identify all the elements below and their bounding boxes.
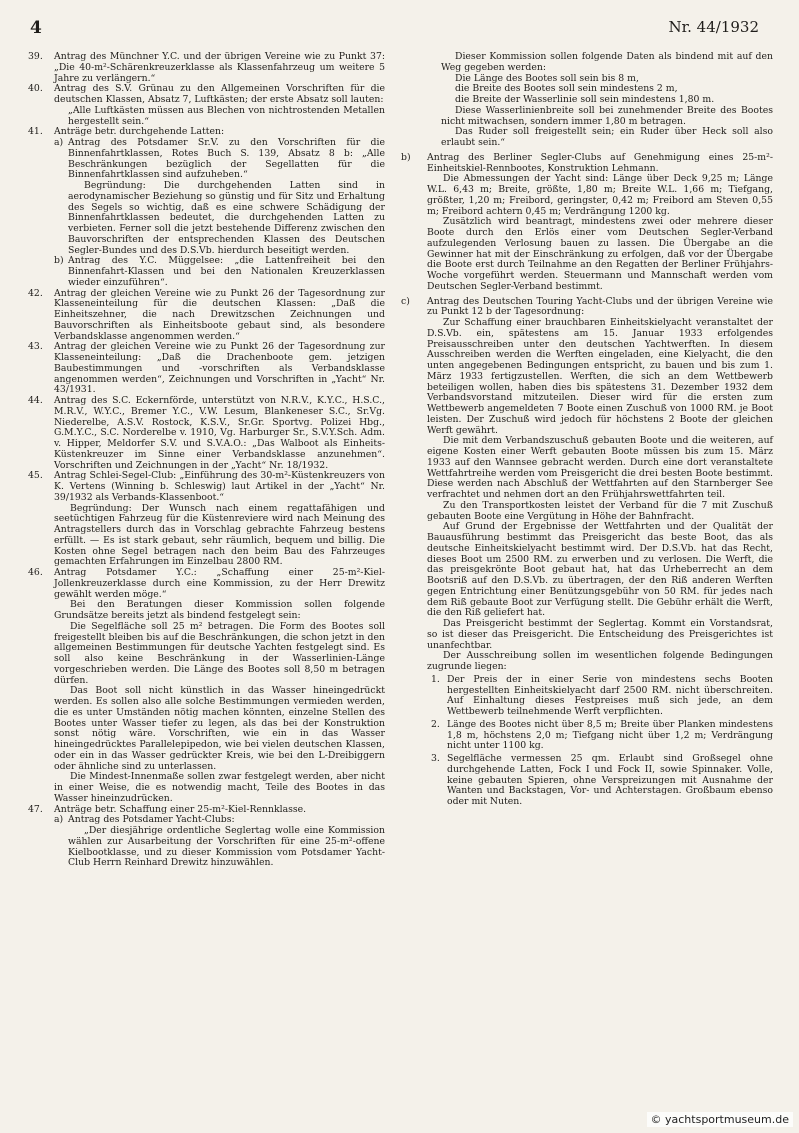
item-47-c-p6: Der Ausschreibung sollen im wesentlichen folgende Bedingungen zugrunde liegen: xyxy=(427,650,773,672)
item-47-c-p1: Zur Schaffung einer brauchbaren Einheitskielyacht veranstaltet der D.S.Vb. ein, spätestens am 15. Januar 1933 erfolgendes Preisausschreiben unter den deutschen Yachtwerften. In diesem Ausschreiben werden die Werften eingeladen, eine Kielyacht, die den unten angegebenen Bedingungen entspricht, zu bauen und bis zum 1. März 1933 fertigzustellen. Werften, die sich an dem Wettbewerb beteiligen wollen, haben dies bis spätestens 31. Dezember 1932 dem Verbandsvorstand mitzuteilen. Dieser wird für die ersten zum Wettbewerb angemeldeten 7 Boote einen Zuschuß von 1000 RM. je Boot leisten. Der Zuschuß wird jedoch für höchstens 2 Boote der gleichen Werft gewährt. xyxy=(427,317,773,436)
item-42: 42. Antrag der gleichen Vereine wie zu Punkt 26 der Tagesordnung zur Klasseneinteilung für die deutschen Klassen: „Daß die Einheitszehner, die nach Drewitzschen Zeichnungen und Bauvorschriften als Einheitsboote gebaut sind, als besondere Verbandsklasse angenommen werden.“ xyxy=(28,287,385,342)
item-47-b-p2: Zusätzlich wird beantragt, mindestens zwei oder mehrere dieser Boote durch den Erlös einer vom Deutschen Segler-Verband aufzulegenden Verlosung bauen zu lassen. Die Übergabe an die Gewinner hat mit der Einschränkung zu erfolgen, daß vor der Übergabe die Boote erst durch Teilnahme an den Regatten der Berliner Frühjahrs-Woche vorgeführt werden. Steuermann und Mannschaft werden vom Deutschen Segler-Verband bestimmt. xyxy=(427,216,773,292)
item-45: 45. Antrag Schlei-Segel-Club: „Einführung des 30-m²-Küstenkreuzers von K. Vertens (Winning b. Schleswig) laut Artikel in der „Yacht“ Nr. 39/1932 als Verbands-Klassenboot.“ Begründung: Der Wunsch nach einem regattafähigen und seetüchtigen Fahrzeug für die Küstenreviere wird nach Meinung des Antragstellers durch das in Vorschlag gebrachte Fahrzeug bestens erfüllt. — Es ist stark gebaut, sehr räumlich, bequem und billig. Die Kosten ohne Segel betragen nach den beim Bau des Fahrzeuges gemachten Erfahrungen im Einzelbau 2800 RM. xyxy=(28,470,385,568)
item-47-b-p1: Die Abmessungen der Yacht sind: Länge über Deck 9,25 m; Länge W.L. 6,43 m; Breite, größte, 1,80 m; Breite W.L. 1,66 m; Tiefgang, größter, 1,20 m; Freibord, geringster, 0,42 m; Freibord am Steven 0,55 m; Freibord achtern 0,45 m; Verdrängung 1200 kg. xyxy=(427,173,773,217)
dim-beam: die Breite des Bootes soll sein mindestens 2 m, xyxy=(455,83,678,95)
item-47-a-cont1: Dieser Kommission sollen folgende Daten als bindend mit auf den Weg gegeben werden: xyxy=(441,51,773,73)
item-40-quote: „Alle Luftkästen müssen aus Blechen von nichtrostenden Metallen hergestellt sein.“ xyxy=(68,104,385,127)
issue-number: Nr. 44/1932 xyxy=(668,18,759,36)
condition-item: 2. Länge des Bootes nicht über 8,5 m; Breite über Planken mindestens 1,8 m, höchstens 2,0 m; Tiefgang nicht über 1,2 m; Verdrängung nicht unter 1100 kg. xyxy=(431,718,773,752)
item-45-reason: Begründung: Der Wunsch nach einem regattafähigen und seetüchtigen Fahrzeug für die Küstenreviere wird nach Meinung des Antragstellers durch das in Vorschlag gebrachte Fahrzeug bestens erfüllt. — Es ist stark gebaut, sehr räumlich, bequem und billig. Die Kosten ohne Segel betragen nach den beim Bau des Fahrzeuges gemachten Erfahrungen im Einzelbau 2800 RM. xyxy=(54,502,385,568)
item-47-c-p2: Die mit dem Verbandszuschuß gebauten Boote und die weiteren, auf eigene Kosten einer Werft gebauten Boote müssen bis zum 15. März 1933 auf den Wannsee gebracht werden. Durch eine dort veranstaltete Wettfahrtreihe werden vom Preisgericht die drei besten Boote bestimmt. Diese werden nach Abschluß der Wettfahrten auf den Starnberger See verfrachtet und nehmen dort an den Frühjahrswettfahrten teil. xyxy=(427,435,773,500)
page-number: 4 xyxy=(30,18,42,38)
item-39: 39. Antrag des Münchner Y.C. und der übrigen Vereine wie zu Punkt 37: „Die 40-m²-Schärenkreuzerklasse als Klassenfahrzeug um weitere 5 Jahre zu verlängern.“ xyxy=(28,51,385,84)
item-46-p2: Die Segelfläche soll 25 m² betragen. Die Form des Bootes soll freigestellt bleiben bis auf die Beschränkungen, die schon jetzt in den allgemeinen Bestimmungen für deutsche Yachten festgelegt sind. Es soll also keine Beschränkung in der Wasserlinien-Länge vorgeschrieben werden. Die Länge des Bootes soll 8,50 m betragen dürfen. xyxy=(54,620,385,686)
item-41-a-reason: Begründung: Die durchgehenden Latten sind in aerodynamischer Beziehung so günstig und für Sitz und Erhaltung des Segels so wichtig, daß es eine schwere Schädigung der Binnenfahrtklassen bedeutet, die durchgehenden Latten zu verbieten. Ferner soll die jetzt bestehende Differenz zwischen den Bauvorschriften der entsprechenden Klassen des Deutschen Segler-Bundes und des D.S.Vb. hierdurch beseitigt werden. xyxy=(68,180,385,256)
item-46: 46. Antrag Potsdamer Y.C.: „Schaffung einer 25-m²-Kiel-Jollenkreuzerklasse durch eine Kommission, zu der Herr Drewitz gewählt werden möge.“ Bei den Beratungen dieser Kommission sollen folgende Grundsätze bereits jetzt als bindend festgelegt sein: Die Segelfläche soll 25 m² betragen. Die Form des Bootes soll freigestellt bleiben bis auf die Beschränkungen, die schon jetzt in den allgemeinen Bestimmungen für deutsche Yachten festgelegt sind. Es soll also keine Beschränkung in der Wasserlinien-Länge vorgeschrieben werden. Die Länge des Bootes soll 8,50 m betragen dürfen. Das Boot soll nicht künstlich in das Wasser hineingedrückt werden. Es sollen also alle solche Bestimmungen vermieden werden, die es unter Umständen nötig machen könnten, einzelne Stellen des Bootes unter Wasser tiefer zu legen, als das bei der Konstruktion sonst nötig wäre. Vorschriften, wie ein in das Wasser hineingedrücktes Parallelepipedon, wie bei vielen deutschen Klassen, oder ein in das Wasser gedrückter Kreis, wie bei den L-Dreibiggern oder ähnliche sind zu unterlassen. Die Mindest-Innenmaße sollen zwar festgelegt werden, aber nicht in einer Weise, die es notwendig macht, Teile des Bootes in das Wasser hineinzudrücken. xyxy=(28,567,385,804)
item-47-a-quote: „Der diesjährige ordentliche Seglertag wolle eine Kommission wählen zur Ausarbeitung der Vorschriften für eine 25-m²-offene Kielbootklasse, und zu dieser Kommission vom Potsdamer Yacht-Club Herrn Reinhard Drewitz hinzuwählen. xyxy=(68,825,385,869)
item-41-a: a) Antrag des Potsdamer Sr.V. zu den Vorschriften für die Binnenfahrtklassen, Rotes Buch S. 139, Absatz 8 b: „Alle Beschränkungen bezüglich der Segellatten für die Binnenfahrtklassen sind aufzuheben.“ Begründung: Die durchgehenden Latten sind in aerodynamischer Beziehung so günstig und für Sitz und Erhaltung des Segels so wichtig, daß es eine schwere Schädigung der Binnenfahrtklassen bedeutet, die durchgehenden Latten zu verbieten. Ferner soll die jetzt bestehende Differenz zwischen den Bauvorschriften der entsprechenden Klassen des Deutschen Segler-Bundes und des D.S.Vb. hierdurch beseitigt werden. xyxy=(54,137,385,256)
item-41-b: b) Antrag des Y.C. Müggelsee: „die Lattenfreiheit bei den Binnenfahrt-Klassen und bei den Nationalen Kreuzerklassen wieder einzuführen“. xyxy=(54,255,385,288)
item-47: 47. Anträge betr. Schaffung einer 25-m²-Kiel-Rennklasse. a) Antrag des Potsdamer Yacht-Clubs: „Der diesjährige ordentliche Seglertag wolle eine Kommission wählen zur Ausarbeitung der Vorschriften für eine 25-m²-offene Kielbootklasse, und zu dieser Kommission vom Potsdamer Yacht-Club Herrn Reinhard Drewitz hinzuwählen. xyxy=(28,803,385,869)
item-44: 44. Antrag des S.C. Eckernförde, unterstützt von N.R.V., K.Y.C., H.S.C., M.R.V., W.Y.C., Bremer Y.C., V.W. Lesum, Blankeneser S.C., Sr.Vg. Niederelbe, A.S.V. Rostock, K.S.V., Sr.Gr. Sportvg. Polizei Hbg., G.M.Y.C., S.C. Norderelbe v. 1910, Vg. Harburger Sr., S.V.Y.Sch. Adm. v. Hipper, Meldorfer S.V. und S.V.A.O.: „Das Walboot als Einheits-Küstenkreuzer im Sinne einer Verbandsklasse anzunehmen“. Vorschriften und Zeichnungen in der „Yacht“ Nr. 18/1932. xyxy=(28,395,385,471)
copyright-watermark: © yachtsportmuseum.de xyxy=(647,1112,793,1127)
condition-item: 3. Segelfläche vermessen 25 qm. Erlaubt sind Großsegel ohne durchgehende Latten, Fock I und Fock II, sowie Spinnaker. Volle, keine gebauten Spieren, ohne Verspreizungen mit Ausnahme der Wanten und Backstagen, Vor- und Achterstagen. Großbaum ebenso oder mit Nuten. xyxy=(431,753,773,807)
item-47-c-p4: Auf Grund der Ergebnisse der Wettfahrten und der Qualität der Bauausführung bestimmt das Preisgericht das beste Boot, das als deutsche Einheitskielyacht bestimmt wird. Der D.S.Vb. hat das Recht, dieses Boot um 2500 RM. zu erwerben und zu verlosen. Die Werft, die das preisgekrönte Boot gebaut hat, hat das Urheberrecht an dem Bootsriß auf den D.S.Vb. zu übertragen, der den Riß anderen Werften gegen Entrichtung einer Benützungsgebühr von 50 RM. für jedes nach dem Riß gebaute Boot zur Verfügung stellt. Die Gebühr erhält die Werft, die den Riß geliefert hat. xyxy=(427,521,773,619)
left-column xyxy=(28,52,385,869)
dim-length: Die Länge des Bootes soll sein bis 8 m, xyxy=(455,72,639,84)
item-46-p3: Das Boot soll nicht künstlich in das Wasser hineingedrückt werden. Es sollen also alle solche Bestimmungen vermieden werden, die es unter Umständen nötig machen könnten, einzelne Stellen des Bootes unter Wasser tiefer zu legen, als das bei der Konstruktion sonst nötig wäre. Vorschriften, wie ein in das Wasser hineingedrücktes Parallelepipedon, wie bei vielen deutschen Klassen, oder ein in das Wasser gedrückter Kreis, wie bei den L-Dreibiggern oder ähnliche sind zu unterlassen. xyxy=(54,685,385,772)
item-47-c-p5: Das Preisgericht bestimmt der Seglertag. Kommt ein Vorstandsrat, so ist dieser das Preisgericht. Die Entscheidung des Preisgerichtes ist unanfechtbar. xyxy=(427,618,773,651)
item-47-c-p3: Zu den Transportkosten leistet der Verband für die 7 mit Zuschuß gebauten Boote eine Vergütung in Höhe der Bahnfracht. xyxy=(427,499,773,522)
item-46-p1: Bei den Beratungen dieser Kommission sollen folgende Grundsätze bereits jetzt als bindend festgelegt sein: xyxy=(54,599,385,621)
item-43: 43. Antrag der gleichen Vereine wie zu Punkt 26 der Tagesordnung zur Klasseneinteilung: „Daß die Drachenboote gem. jetzigen Baubestimmungen und -vorschriften als Verbandsklasse angenommen werden“, Zeichnungen und Vorschriften in „Yacht“ Nr. 43/1931. xyxy=(28,341,385,396)
condition-item: 1. Der Preis der in einer Serie von mindestens sechs Booten hergestellten Einheitskielyacht darf 2500 RM. nicht überschreiten. Auf Einhaltung dieses Festpreises muß sich jede, an dem Wettbewerb teilnehmende Werft verpflichten. xyxy=(431,673,773,717)
item-47-b: b) Antrag des Berliner Segler-Clubs auf Genehmigung eines 25-m²-Einheitskiel-Rennbootes, Konstruktion Lehmann. Die Abmessungen der Yacht sind: Länge über Deck 9,25 m; Länge W.L. 6,43 m; Breite, größte, 1,80 m; Breite W.L. 1,66 m; Tiefgang, größter, 1,20 m; Freibord, geringster, 0,42 m; Freibord am Steven 0,55 m; Freibord achtern 0,45 m; Verdrängung 1200 kg. Zusätzlich wird beantragt, mindestens zwei oder mehrere dieser Boote durch den Erlös einer vom Deutschen Segler-Verband aufzulegenden Verlosung bauen zu lassen. Die Übergabe an die Gewinner hat mit der Einschränkung zu erfolgen, daß vor der Übergabe die Boote erst durch Teilnahme an den Regatten der Berliner Frühjahrs-Woche vorgeführt werden. Steuermann und Mannschaft werden vom Deutschen Segler-Verband bestimmt. xyxy=(401,151,773,292)
item-46-p4: Die Mindest-Innenmaße sollen zwar festgelegt werden, aber nicht in einer Weise, die es notwendig macht, Teile des Bootes in das Wasser hineinzudrücken. xyxy=(54,771,385,804)
page-header xyxy=(30,18,759,42)
item-47-a: a) Antrag des Potsdamer Yacht-Clubs: „Der diesjährige ordentliche Seglertag wolle eine Kommission wählen zur Ausarbeitung der Vorschriften für eine 25-m²-offene Kielbootklasse, und zu dieser Kommission vom Potsdamer Yacht-Club Herrn Reinhard Drewitz hinzuwählen. xyxy=(54,814,385,869)
item-47-a-cont2: Diese Wasserlinienbreite soll bei zunehmender Breite des Bootes nicht mitwachsen, sondern immer 1,80 m betragen. xyxy=(441,104,773,127)
right-column xyxy=(401,52,773,808)
item-47-a-cont3: Das Ruder soll freigestellt sein; ein Ruder über Heck soll also erlaubt sein.“ xyxy=(441,126,773,148)
item-41: 41. Anträge betr. durchgehende Latten: a) Antrag des Potsdamer Sr.V. zu den Vorschriften für die Binnenfahrtklassen, Rotes Buch S. 139, Absatz 8 b: „Alle Beschränkungen bezüglich der Segellatten für die Binnenfahrtklassen sind aufzuheben.“ Begründung: Die durchgehenden Latten sind in aerodynamischer Beziehung so günstig und für Sitz und Erhaltung des Segels so wichtig, daß es eine schwere Schädigung der Binnenfahrtklassen bedeutet, die durchgehenden Latten zu verbieten. Ferner soll die jetzt bestehende Differenz zwischen den Bauvorschriften der entsprechenden Klassen des Deutschen Segler-Bundes und des D.S.Vb. hierdurch beseitigt werden. b) Antrag des Y.C. Müggelsee: „die Lattenfreiheit bei den Binnenfahrt-Klassen und bei den Nationalen Kreuzerklassen wieder einzuführen“. xyxy=(28,126,385,288)
item-47-c: c) Antrag des Deutschen Touring Yacht-Clubs und der übrigen Vereine wie zu Punkt 12 b der Tagesordnung: Zur Schaffung einer brauchbaren Einheitskielyacht veranstaltet der D.S.Vb. ein, spätestens am 15. Januar 1933 erfolgendes Preisausschreiben unter den deutschen Yachtwerften. In diesem Ausschreiben werden die Werften eingeladen, eine Kielyacht, die den unten angegebenen Bedingungen entspricht, zu bauen und bis zum 1. März 1933 fertigzustellen. Werften, die sich an dem Wettbewerb beteiligen wollen, haben dies bis spätestens 31. Dezember 1932 dem Verbandsvorstand mitzuteilen. Dieser wird für die ersten zum Wettbewerb angemeldeten 7 Boote einen Zuschuß von 1000 RM. je Boot leisten. Der Zuschuß wird jedoch für höchstens 2 Boote der gleichen Werft gewährt. Die mit dem Verbandszuschuß gebauten Boote und die weiteren, auf eigene Kosten einer Werft gebauten Boote müssen bis zum 15. März 1933 auf den Wannsee gebracht werden. Durch eine dort veranstaltete Wettfahrtreihe werden vom Preisgericht die drei besten Boote bestimmt. Diese werden nach Abschluß der Wettfahrten auf den Starnberger See verfrachtet und nehmen dort an den Frühjahrswettfahrten teil. Zu den Transportkosten leistet der Verband für die 7 mit Zuschuß gebauten Boote eine Vergütung in Höhe der Bahnfracht. Auf Grund der Ergebnisse der Wettfahrten und der Qualität der Bauausführung bestimmt das Preisgericht das beste Boot, das als deutsche Einheitskielyacht bestimmt wird. Der D.S.Vb. hat das Recht, dieses Boot um 2500 RM. zu erwerben und zu verlosen. Die Werft, die das preisgekrönte Boot gebaut hat, hat das Urheberrecht an dem Bootsriß auf den D.S.Vb. zu übertragen, der den Riß anderen Werften gegen Entrichtung einer Benützungsgebühr von 50 RM. für jedes nach dem Riß gebaute Boot zur Verfügung stellt. Die Gebühr erhält die Werft, die den Riß geliefert hat. Das Preisgericht bestimmt der Seglertag. Kommt ein Vorstandsrat, so ist dieser das Preisgericht. Die Entscheidung des Preisgerichtes ist unanfechtbar. Der Ausschreibung sollen im wesentlichen folgende Bedingungen zugrunde liegen: 1. Der Preis der in einer Serie von mindestens sechs Booten hergestellten Einheitskielyacht darf 2500 RM. nicht überschreiten. Auf Einhaltung dieses Festpreises muß sich jede, an dem Wettbewerb teilnehmende Werft verpflichten. 2. Länge des Bootes nicht über 8,5 m; Breite über Planken mindestens 1,8 m, höchstens 2,0 m; Tiefgang nicht über 1,2 m; Verdrängung nicht unter 1100 kg. 3. Segelfläche vermessen 25 qm. Erlaubt sind Großsegel ohne durchgehende Latten, Fock I und Fock II, sowie Spinnaker. Volle, keine gebauten Spieren, ohne Verspreizungen mit Ausnahme der Wanten und Backstagen, Vor- und Achterstagen. Großbaum ebenso oder mit Nuten. xyxy=(401,295,773,807)
item-40: 40. Antrag des S.V. Grünau zu den Allgemeinen Vorschriften für die deutschen Klassen, Absatz 7, Luftkästen; der erste Absatz soll lauten: „Alle Luftkästen müssen aus Blechen von nichtrostenden Metallen hergestellt sein.“ xyxy=(28,83,385,127)
dim-waterline: die Breite der Wasserlinie soll sein mindestens 1,80 m. xyxy=(455,94,715,105)
